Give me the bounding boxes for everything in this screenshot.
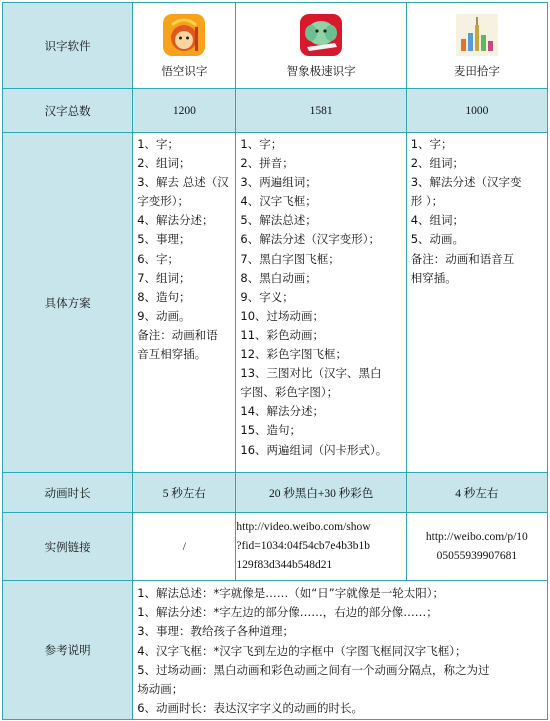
row-label-duration: 动画时长 bbox=[3, 473, 133, 513]
list-item: 4、汉字飞框：*汉字飞到左边的字框中（字图飞框同汉字飞框）； bbox=[137, 643, 467, 658]
list-item: 6、字； bbox=[137, 251, 180, 266]
link-wukong: / bbox=[133, 513, 236, 581]
total-elephant: 1581 bbox=[236, 89, 406, 133]
row-label-links: 实例链接 bbox=[3, 513, 133, 581]
list-item: 3、两遍组词； bbox=[240, 175, 317, 190]
monkey-king-app-icon bbox=[162, 13, 206, 57]
plan-row bbox=[3, 133, 548, 473]
list-item: 11、彩色动画； bbox=[240, 327, 325, 342]
list-item: 3、解法分述（汉字变 bbox=[410, 175, 522, 190]
list-item: 15、造句； bbox=[240, 423, 302, 438]
list-item: 4、解法分述； bbox=[137, 213, 214, 228]
app-name-maitian: 麦田拾字 bbox=[453, 63, 500, 78]
list-item: 字图、彩色字图）； bbox=[240, 385, 339, 400]
link-line: ?fid=1034:04f54cb7e4b3b1b bbox=[236, 540, 371, 552]
list-item: 8、造句； bbox=[137, 289, 191, 304]
list-item: 7、黑白字图飞框； bbox=[240, 251, 340, 266]
list-item: 1、字； bbox=[240, 137, 283, 151]
plan-list-elephant bbox=[236, 133, 405, 460]
app-cell-maitian bbox=[406, 3, 547, 89]
duration-wukong: 5 秒左右 bbox=[133, 473, 236, 513]
row-label-plan: 具体方案 bbox=[3, 133, 133, 473]
wheat-field-app-icon bbox=[455, 13, 499, 57]
list-item: 备注：动画和语 bbox=[137, 327, 218, 342]
list-item: 3、事理：教给孩子各种道理； bbox=[137, 624, 295, 639]
comparison-table bbox=[2, 2, 548, 720]
list-item: 14、解法分述； bbox=[240, 404, 325, 419]
plan-wukong bbox=[133, 133, 236, 473]
link-elephant bbox=[236, 513, 406, 581]
link-line: http://weibo.com/p/10 bbox=[425, 530, 528, 543]
list-item: 形 ）； bbox=[410, 194, 444, 209]
list-item: 13、三图对比（汉字、黑白 bbox=[240, 366, 382, 381]
list-item: 2、拼音； bbox=[240, 156, 294, 171]
list-item: 1、字； bbox=[410, 137, 453, 151]
plan-elephant bbox=[236, 133, 406, 473]
list-item: 2、组词； bbox=[137, 156, 191, 171]
app-cell-elephant bbox=[236, 3, 406, 89]
list-item: 1、解法分述：*字左边的部分像……，右边的部分像……； bbox=[137, 605, 438, 620]
row-label-software: 识字软件 bbox=[3, 3, 133, 89]
list-item: 8、黑白动画； bbox=[240, 270, 317, 285]
row-label-notes: 参考说明 bbox=[3, 581, 133, 720]
list-item: 12、彩色字图飞框； bbox=[240, 347, 348, 362]
list-item: 5、动画。 bbox=[410, 232, 465, 247]
list-item: 5、事理； bbox=[137, 232, 191, 247]
total-wukong: 1200 bbox=[133, 89, 236, 133]
list-item: 9、字义； bbox=[240, 289, 294, 304]
app-name-wukong: 悟空识字 bbox=[161, 63, 208, 78]
list-item: 6、动画时长：表达汉字字义的动画的时长。 bbox=[137, 701, 364, 716]
list-item: 3、解去 总述（汉 bbox=[137, 175, 229, 190]
list-item: 9、动画。 bbox=[137, 308, 191, 323]
list-item: 4、汉字飞框； bbox=[240, 194, 317, 209]
duration-row bbox=[3, 473, 548, 513]
notes-list bbox=[133, 581, 547, 718]
list-item: 10、过场动画； bbox=[240, 308, 325, 323]
list-item: 场动画； bbox=[137, 682, 184, 697]
link-maitian bbox=[406, 513, 547, 581]
plan-list-wukong bbox=[133, 133, 235, 364]
notes-row bbox=[3, 581, 548, 720]
list-item: 音互相穿插。 bbox=[137, 347, 207, 362]
link-line: 05055939907681 bbox=[436, 549, 518, 562]
total-maitian: 1000 bbox=[406, 89, 547, 133]
app-cell-wukong bbox=[133, 3, 236, 89]
elephant-app-icon bbox=[299, 13, 343, 57]
list-item: 4、组词； bbox=[410, 213, 465, 228]
list-item: 相穿插。 bbox=[410, 270, 457, 285]
row-label-total: 汉字总数 bbox=[3, 89, 133, 133]
list-item: 16、两遍组词（闪卡形式）。 bbox=[240, 442, 388, 457]
duration-maitian: 4 秒左右 bbox=[406, 473, 547, 513]
list-item: 备注：动画和语音互 bbox=[410, 251, 515, 266]
links-row bbox=[3, 513, 548, 581]
link-line: http://video.weibo.com/show bbox=[236, 521, 371, 533]
app-name-elephant: 智象极速识字 bbox=[286, 63, 356, 78]
plan-list-maitian bbox=[407, 133, 547, 288]
list-item: 5、解法总述； bbox=[240, 213, 317, 228]
list-item: 1、解法总述：*字就像是……（如“日”字就像是一轮太阳）； bbox=[137, 586, 444, 600]
total-row bbox=[3, 89, 548, 133]
list-item: 字变形）； bbox=[137, 194, 189, 209]
list-item: 2、组词； bbox=[410, 156, 465, 171]
duration-elephant: 20 秒黑白+30 秒彩色 bbox=[236, 473, 406, 513]
list-item: 5、过场动画：黑白动画和彩色动画之间有一个动画分隔点，称之为过 bbox=[137, 662, 490, 677]
plan-maitian bbox=[406, 133, 547, 473]
header-row bbox=[3, 3, 548, 89]
list-item: 7、组词； bbox=[137, 270, 191, 285]
list-item: 1、字； bbox=[137, 137, 180, 151]
link-line: 129f83d344b548d21 bbox=[236, 559, 333, 571]
notes-content bbox=[133, 581, 548, 720]
list-item: 6、解法分述（汉字变形）； bbox=[240, 232, 380, 247]
